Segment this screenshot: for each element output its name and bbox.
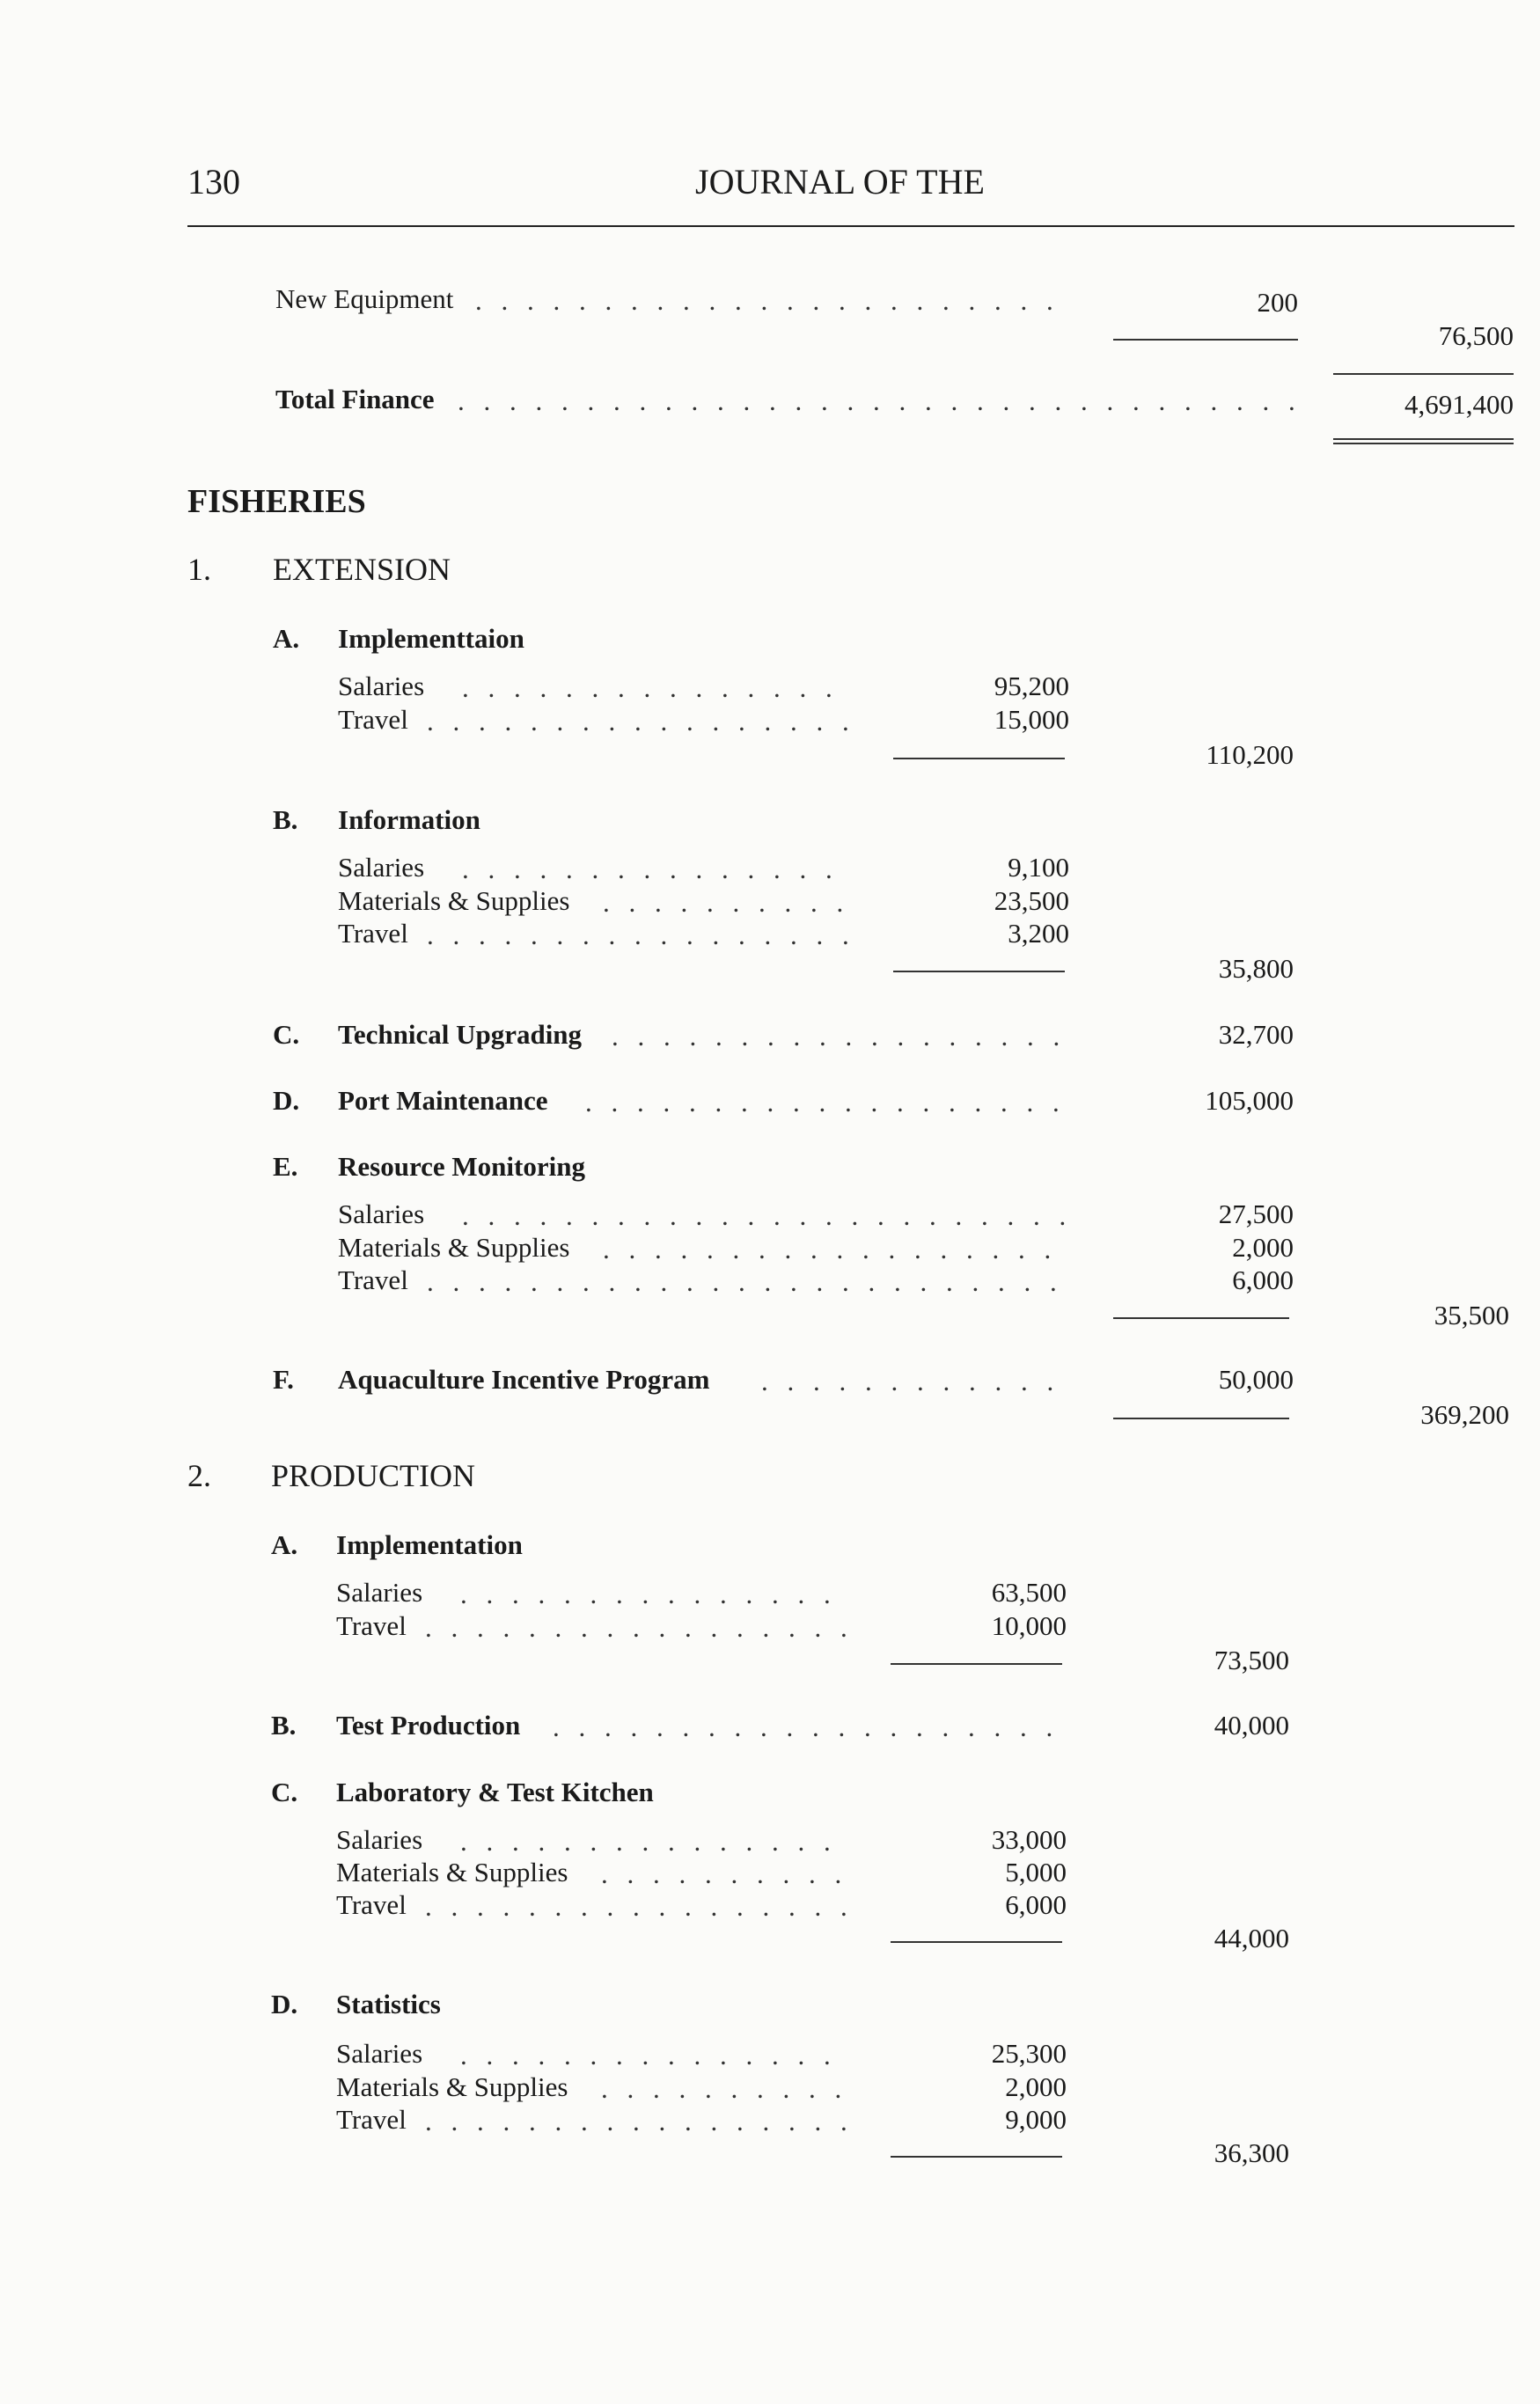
- underline: [891, 1941, 1062, 1943]
- prod-c-travel-value: 6,000: [1005, 1889, 1067, 1920]
- ext-a-salaries-label: Salaries: [338, 671, 425, 701]
- total-finance-value: 4,691,400: [1404, 389, 1514, 420]
- ext-b-letter: B.: [273, 804, 298, 835]
- underline: [891, 1663, 1062, 1665]
- ext-e-title: Resource Monitoring: [338, 1151, 585, 1182]
- prod-b-value: 40,000: [1214, 1710, 1289, 1741]
- underline: [1333, 373, 1514, 375]
- prod-c-materials-label: Materials & Supplies: [336, 1857, 568, 1887]
- ext-a-title: Implementtaion: [338, 623, 524, 654]
- leader-dots: [601, 1858, 847, 1888]
- leader-dots: [603, 887, 849, 917]
- prod-a-letter: A.: [271, 1529, 298, 1560]
- ext-b-title: Information: [338, 804, 480, 835]
- prod-d-salaries-label: Salaries: [336, 2038, 423, 2069]
- prod-d-travel-value: 9,000: [1005, 2104, 1067, 2135]
- leader-dots: [425, 1612, 847, 1642]
- ext-c-letter: C.: [273, 1019, 300, 1050]
- underline: [893, 758, 1065, 759]
- prod-b-letter: B.: [271, 1710, 297, 1741]
- prod-c-subtotal: 44,000: [1214, 1923, 1289, 1953]
- ext-e-subtotal: 35,500: [1434, 1300, 1509, 1330]
- prod-c-salaries-value: 33,000: [991, 1824, 1067, 1855]
- underline: [1113, 1418, 1289, 1419]
- ext-c-value: 32,700: [1218, 1019, 1294, 1050]
- underline: [893, 971, 1065, 972]
- prod-b-title: Test Production: [336, 1710, 521, 1741]
- ext-f-letter: F.: [273, 1364, 294, 1395]
- ext-e-salaries-label: Salaries: [338, 1198, 425, 1229]
- leader-dots: [601, 2073, 847, 2103]
- new-equipment-value: 200: [1257, 287, 1298, 318]
- ext-e-letter: E.: [273, 1151, 298, 1182]
- ext-d-title: Port Maintenance: [338, 1085, 548, 1116]
- leader-dots: [460, 1826, 847, 1856]
- prod-c-materials-value: 5,000: [1005, 1857, 1067, 1887]
- leader-dots: [553, 1711, 1065, 1741]
- leader-dots: [425, 2106, 847, 2136]
- ext-b-salaries-label: Salaries: [338, 852, 425, 883]
- prod-c-letter: C.: [271, 1777, 298, 1807]
- leader-dots: [612, 1021, 1069, 1051]
- page-number: 130: [187, 162, 240, 202]
- leader-dots: [427, 1266, 1069, 1296]
- total-finance-label: Total Finance: [275, 384, 435, 414]
- leader-dots: [427, 920, 849, 949]
- ext-e-salaries-value: 27,500: [1218, 1198, 1294, 1229]
- leader-dots: [425, 1891, 847, 1921]
- leader-dots: [427, 706, 849, 736]
- prod-d-travel-label: Travel: [336, 2104, 407, 2135]
- ext-b-travel-value: 3,200: [1008, 918, 1069, 949]
- ext-b-materials-value: 23,500: [994, 885, 1069, 916]
- ext-b-materials-label: Materials & Supplies: [338, 885, 570, 916]
- leader-dots: [761, 1366, 1069, 1396]
- prod-c-travel-label: Travel: [336, 1889, 407, 1920]
- ext-e-travel-label: Travel: [338, 1264, 408, 1295]
- prod-d-letter: D.: [271, 1989, 298, 2019]
- extension-title: EXTENSION: [273, 552, 451, 587]
- journal-title: JOURNAL OF THE: [695, 162, 985, 202]
- ext-f-title: Aquaculture Incentive Program: [338, 1364, 710, 1395]
- finance-subtotal: 76,500: [1438, 320, 1514, 351]
- prod-a-travel-label: Travel: [336, 1610, 407, 1641]
- prod-c-salaries-label: Salaries: [336, 1824, 423, 1855]
- leader-dots: [585, 1087, 1069, 1117]
- prod-c-title: Laboratory & Test Kitchen: [336, 1777, 654, 1807]
- prod-d-subtotal: 36,300: [1214, 2137, 1289, 2168]
- production-number: 2.: [187, 1458, 211, 1493]
- ext-a-letter: A.: [273, 623, 300, 654]
- prod-a-travel-value: 10,000: [991, 1610, 1067, 1641]
- section-title: FISHERIES: [187, 483, 366, 520]
- ext-a-salaries-value: 95,200: [994, 671, 1069, 701]
- leader-dots: [458, 385, 1294, 415]
- prod-a-subtotal: 73,500: [1214, 1645, 1289, 1675]
- leader-dots: [462, 1200, 1069, 1230]
- ext-b-travel-label: Travel: [338, 918, 408, 949]
- new-equipment-label: New Equipment: [275, 283, 454, 314]
- prod-d-title: Statistics: [336, 1989, 441, 2019]
- ext-b-salaries-value: 9,100: [1008, 852, 1069, 883]
- prod-d-salaries-value: 25,300: [991, 2038, 1067, 2069]
- ext-a-travel-label: Travel: [338, 704, 408, 735]
- ext-c-title: Technical Upgrading: [338, 1019, 583, 1050]
- leader-dots: [603, 1234, 1069, 1264]
- ext-e-travel-value: 6,000: [1232, 1264, 1294, 1295]
- ext-e-materials-label: Materials & Supplies: [338, 1232, 570, 1263]
- underline: [1113, 339, 1298, 341]
- prod-a-title: Implementation: [336, 1529, 523, 1560]
- extension-total: 369,200: [1420, 1399, 1509, 1430]
- ext-b-subtotal: 35,800: [1218, 953, 1294, 984]
- ext-d-value: 105,000: [1205, 1085, 1294, 1116]
- ext-a-subtotal: 110,200: [1206, 739, 1294, 770]
- prod-d-materials-label: Materials & Supplies: [336, 2071, 568, 2102]
- prod-a-salaries-value: 63,500: [991, 1577, 1067, 1608]
- header-rule: [187, 225, 1514, 227]
- leader-dots: [462, 672, 849, 702]
- ext-f-value: 50,000: [1218, 1364, 1294, 1395]
- ext-d-letter: D.: [273, 1085, 300, 1116]
- underline: [891, 2156, 1062, 2158]
- production-title: PRODUCTION: [271, 1458, 476, 1493]
- leader-dots: [475, 285, 1074, 315]
- ext-a-travel-value: 15,000: [994, 704, 1069, 735]
- double-underline: [1333, 438, 1514, 444]
- ext-e-materials-value: 2,000: [1232, 1232, 1294, 1263]
- prod-a-salaries-label: Salaries: [336, 1577, 423, 1608]
- leader-dots: [462, 854, 849, 883]
- underline: [1113, 1317, 1289, 1319]
- extension-number: 1.: [187, 552, 211, 587]
- leader-dots: [460, 1579, 847, 1609]
- prod-d-materials-value: 2,000: [1005, 2071, 1067, 2102]
- leader-dots: [460, 2040, 847, 2070]
